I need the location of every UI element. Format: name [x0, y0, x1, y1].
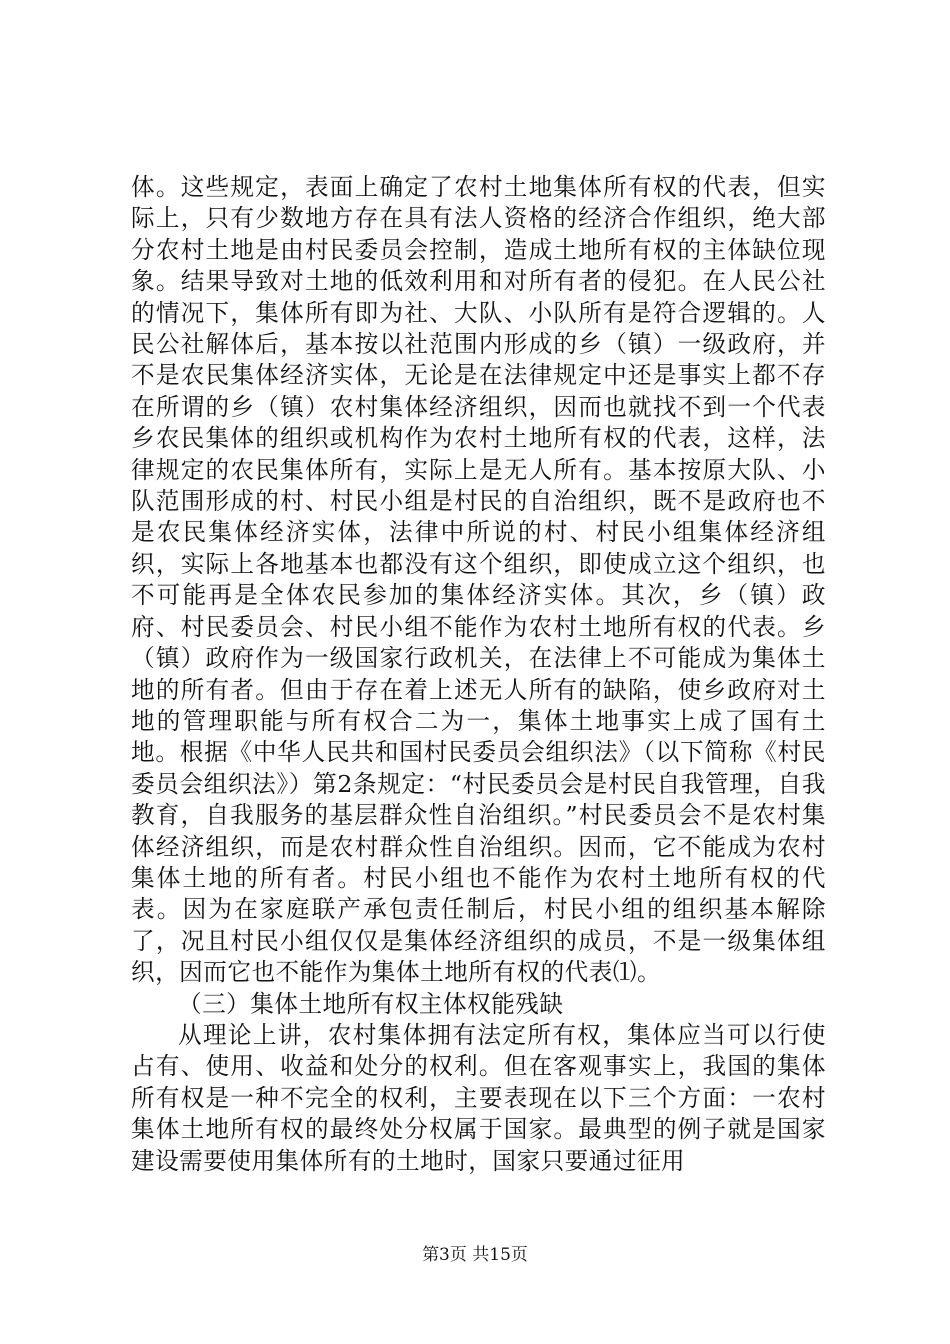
- page-number: 第3页 共15页: [422, 1245, 528, 1265]
- page-footer: [0, 1244, 950, 1266]
- section-heading: （三）集体土地所有权主体权能残缺: [178, 989, 564, 1018]
- paragraph-continuation: 体。这些规定，表面上确定了农村土地集体所有权的代表，但实际上，只有少数地方存在具有法人资格的经济合作组织，绝大部分农村土地是由村民委员会控制，造成土地所有权的主体缺位现象。结果导致对土地的低效利用和对所有者的侵犯。在人民公社的情况下，集体所有即为社、大队、小队所有是符合逻辑的。人民公社解体后，基本按以社范围内形成的乡（镇）一级政府，并不是农民集体经济实体，无论是在法律规定中还是事实上都不存在所谓的乡（镇）农村集体经济组织，因而也就找不到一个代表乡农民集体的组织或机构作为农村土地所有权的代表，这样，法律规定的农民集体所有，实际上是无人所有。基本按原大队、小队范围形成的村、村民小组是村民的自治组织，既不是政府也不是农民集体经济实体，法律中所说的村、村民小组集体经济组织，实际上各地基本也都没有这个组织，即使成立这个组织，也不可能再是全体农民参加的集体经济实体。其次，乡（镇）政府、村民委员会、村民小组不能作为农村土地所有权的代表。乡（镇）政府作为一级国家行政机关，在法律上不可能成为集体土地的所有者。但由于存在着上述无人所有的缺陷，使乡政府对土地的管理职能与所有权合二为一，集体土地事实上成了国有土地。根据《中华人民共和国村民委员会组织法》（以下简称《村民委员会组织法》）第2条规定：“村民委员会是村民自我管理，自我教育，自我服务的基层群众性自治组织。”村民委员会不是农村集体经济组织，而是农村群众性自治组织。因而，它不能成为农村集体土地的所有者。村民小组也不能作为农村土地所有权的代表。因为在家庭联产承包责任制后，村民小组的组织基本解除了，况且村民小组仅仅是集体经济组织的成员，不是一级集体组织，因而它也不能作为集体土地所有权的代表⑴。: [131, 173, 826, 987]
- paragraph: 从理论上讲，农村集体拥有法定所有权，集体应当可以行使占有、使用、收益和处分的权利。但在客观事实上，我国的集体所有权是一种不完全的权利，主要表现在以下三个方面：一农村集体土地所有权的最终处分权属于国家。最典型的例子就是国家建设需要使用集体所有的土地时，国家只要通过征用: [131, 1020, 826, 1175]
- document-body: [131, 172, 826, 1177]
